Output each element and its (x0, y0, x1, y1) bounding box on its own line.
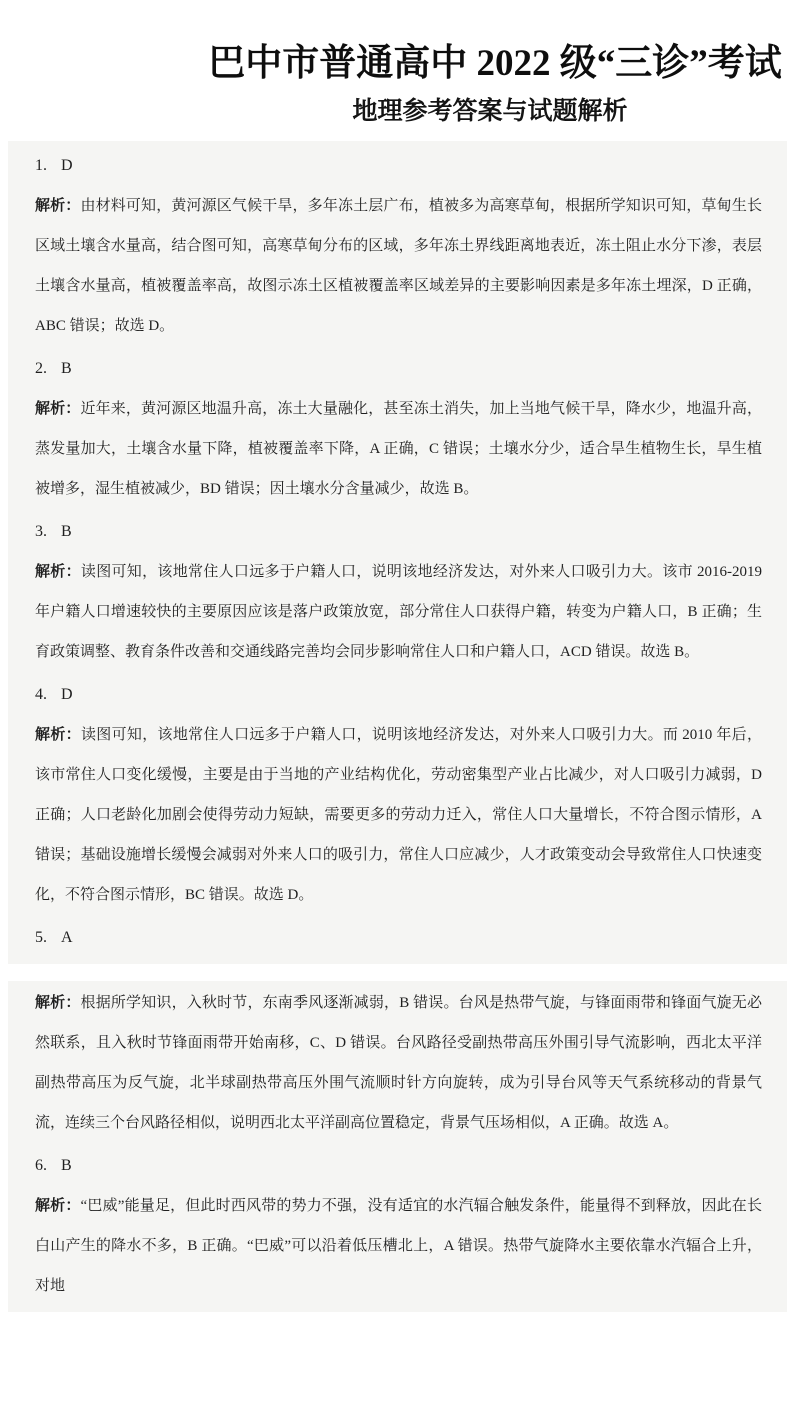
analysis-text: 根据所学知识，入秋时节，东南季风逐渐减弱，B 错误。台风是热带气旋，与锋面雨带和锋面气旋无必然联系，且入秋时节锋面雨带开始南移，C、D 错误。台风路径受副热带高压外围引导气流影响，西北太平洋副热带高压为反气旋，北半球副热带高压外围气流顺时针方向旋转，成为引导台风等天气系统移动的背景气流，连续三个台风路径相似，说明西北太平洋副高位置稳定，背景气压场相似，A 正确。故选 A。 (35, 994, 762, 1131)
analysis-label: 解析： (35, 726, 81, 743)
analysis-paragraph-2 (35, 389, 762, 509)
document-page (0, 40, 800, 1401)
answer-number: 6. (35, 1156, 47, 1174)
analysis-text: 近年来，黄河源区地温升高，冻土大量融化，甚至冻土消失，加上当地气候干旱，降水少，地温升高，蒸发量加大，土壤含水量下降，植被覆盖率下降，A 正确，C 错误；土壤水分少，适合旱生植物生长，旱生植被增多，湿生植被减少，BD 错误；因土壤水分含量减少，故选 B。 (35, 400, 762, 497)
analysis-label: 解析： (35, 1197, 81, 1214)
answer-line-3 (35, 512, 762, 552)
analysis-label: 解析： (35, 994, 81, 1011)
analysis-paragraph-1 (35, 186, 762, 346)
answer-choice: B (61, 359, 72, 377)
analysis-text: 读图可知，该地常住人口远多于户籍人口，说明该地经济发达，对外来人口吸引力大。而 2010 年后，该市常住人口变化缓慢，主要是由于当地的产业结构优化，劳动密集型产业占比减少，对人口吸引力减弱，D 正确；人口老龄化加剧会使得劳动力短缺，需要更多的劳动力迁入，常住人口大量增长，不符合图示情形，A 错误；基础设施增长缓慢会减弱对外来人口的吸引力，常住人口应减少，人才政策变动会导致常住人口快速变化，不符合图示情形，BC 错误。故选 D。 (35, 726, 762, 903)
analysis-text: 读图可知，该地常住人口远多于户籍人口，说明该地经济发达，对外来人口吸引力大。该市 2016-2019 年户籍人口增速较快的主要原因应该是落户政策放宽，部分常住人口获得户籍，转变为户籍人口，B 正确；生育政策调整、教育条件改善和交通线路完善均会同步影响常住人口和户籍人口，ACD 错误。故选 B。 (35, 563, 762, 660)
answer-number: 1. (35, 156, 47, 174)
analysis-paragraph-3 (35, 552, 762, 672)
answer-number: 5. (35, 928, 47, 946)
analysis-paragraph-6 (35, 1186, 762, 1306)
answer-line-2 (35, 349, 762, 389)
answer-choice: A (61, 928, 73, 946)
page-title: 巴中市普通高中 2022 级“三诊”考试 (208, 43, 782, 84)
answer-line-5 (35, 918, 762, 958)
answer-block-2 (8, 981, 787, 1312)
block-divider-gap (0, 964, 800, 981)
analysis-label: 解析： (35, 197, 81, 214)
answer-number: 3. (35, 522, 47, 540)
answer-choice: D (61, 156, 73, 174)
analysis-text: “巴威”能量足，但此时西风带的势力不强，没有适宜的水汽辐合触发条件，能量得不到释放，因此在长白山产生的降水不多，B 正确。“巴威”可以沿着低压槽北上，A 错误。热带气旋降水主要依靠水汽辐合上升，对地 (35, 1197, 762, 1294)
analysis-paragraph-5 (35, 983, 762, 1143)
analysis-text: 由材料可知，黄河源区气候干旱，多年冻土层广布，植被多为高寒草甸，根据所学知识可知，草甸生长区域土壤含水量高，结合图可知，高寒草甸分布的区域，多年冻土界线距离地表近，冻土阻止水分下渗，表层土壤含水量高，植被覆盖率高，故图示冻土区植被覆盖率区域差异的主要影响因素是多年冻土埋深，D 正确，ABC 错误；故选 D。 (35, 197, 762, 334)
answer-choice: D (61, 685, 73, 703)
answer-number: 2. (35, 359, 47, 377)
answer-choice: B (61, 522, 72, 540)
answer-choice: B (61, 1156, 72, 1174)
page-subtitle: 地理参考答案与试题解析 (352, 98, 628, 126)
answer-number: 4. (35, 685, 47, 703)
analysis-paragraph-4 (35, 715, 762, 915)
answer-block-1 (8, 141, 787, 964)
analysis-label: 解析： (35, 400, 81, 417)
answer-line-1 (35, 146, 762, 186)
analysis-label: 解析： (35, 563, 81, 580)
answer-line-4 (35, 675, 762, 715)
answer-line-6 (35, 1146, 762, 1186)
